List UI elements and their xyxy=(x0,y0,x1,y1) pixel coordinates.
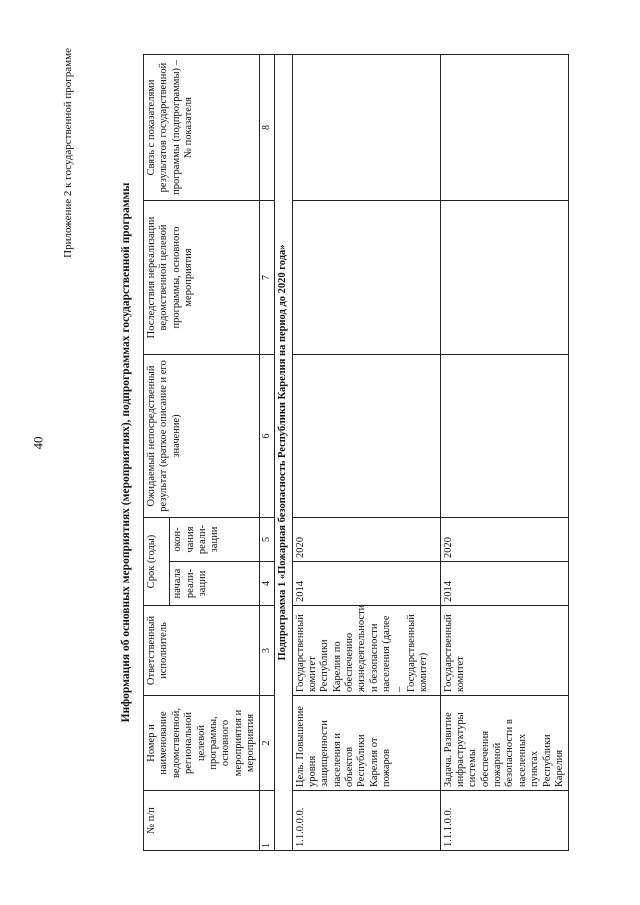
row-consequence xyxy=(292,201,440,355)
document-title: Информация об основных мероприятиях (мероприятиях), подпрограммах государственной программы xyxy=(120,182,132,723)
appendix-note: Приложение 2 к государственной программе xyxy=(62,48,74,258)
header-link: Связь с показателями результатов государственной программы (подпрограммы) – № показателя xyxy=(144,55,260,201)
row-result xyxy=(292,355,440,518)
column-number: 6 xyxy=(260,355,275,518)
row-executor: Государственный комитет Республики Карелия по обеспечению жизнедеятельности и безопасности населения (далее – Государственный комитет) xyxy=(292,606,440,696)
column-number: 4 xyxy=(260,562,275,606)
column-number: 3 xyxy=(260,606,275,696)
header-start: начала реали-зации xyxy=(170,562,260,606)
header-name: Номер и наименование ведомственной, региональной целевой программы, основного мероприятия и мероприятия xyxy=(144,696,260,791)
header-executor: Ответственный исполнитель xyxy=(144,606,260,696)
page-number: 40 xyxy=(30,436,46,450)
row-link xyxy=(292,55,440,201)
row-executor: Государственный комитет xyxy=(440,606,569,696)
row-number: 1.1.0.0.0. xyxy=(292,791,440,851)
column-number: 5 xyxy=(260,518,275,562)
column-number: 8 xyxy=(260,55,275,201)
header-consequence: Последствия нереализации ведомственной целевой программы, основного мероприятия xyxy=(144,201,260,355)
column-number: 2 xyxy=(260,696,275,791)
table-row xyxy=(440,55,569,851)
measures-table xyxy=(143,54,569,851)
row-start-year: 2014 xyxy=(440,562,569,606)
header-result: Ожидаемый непосредственный результат (краткое описание и его значение) xyxy=(144,355,260,518)
column-number: 1 xyxy=(260,791,275,851)
row-end-year: 2020 xyxy=(292,518,440,562)
header-term: Срок (годы) xyxy=(144,518,170,606)
header-num: № п/п xyxy=(144,791,260,851)
column-number: 7 xyxy=(260,201,275,355)
row-name: Задача. Развитие инфраструктуры системы обеспечения пожарной безопасности в населенных пунктах Республики Карелия xyxy=(440,696,569,791)
row-name: Цель. Повышение уровня защищенности населения и объектов Республики Карелия от пожаров xyxy=(292,696,440,791)
row-result xyxy=(440,355,569,518)
row-consequence xyxy=(440,201,569,355)
table-row xyxy=(292,55,440,851)
header-end: окон-чания реали-зации xyxy=(170,518,260,562)
subprogram-title: Подпрограмма 1 «Пожарная безопасность Республики Карелия на период до 2020 года» xyxy=(275,55,292,851)
row-number: 1.1.1.0.0. xyxy=(440,791,569,851)
row-link xyxy=(440,55,569,201)
row-start-year: 2014 xyxy=(292,562,440,606)
row-end-year: 2020 xyxy=(440,518,569,562)
